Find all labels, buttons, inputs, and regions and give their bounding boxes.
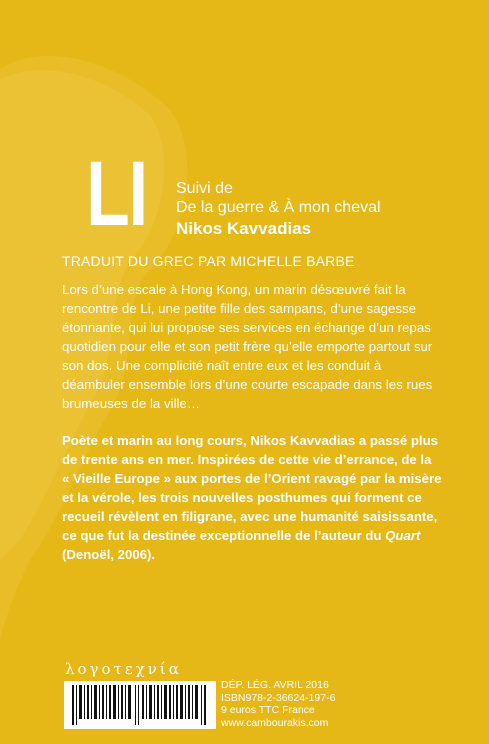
bio-book-title: Quart: [385, 528, 421, 543]
bio-publisher: (Denoël, 2006).: [62, 547, 156, 562]
publication-info: [221, 679, 335, 729]
barcode-icon: [70, 685, 210, 725]
isbn: ISBN978-2-36624-197-6: [221, 691, 336, 704]
bio-text: Poète et marin au long cours, Nikos Kavvadias a passé plus de trente ans en mer. Inspirées de cette vie d’errance, de la « Vieille Europe » aux portes de l’Orient ravagé par la misère et la vérole, les trois nouvelles posthumes qui forment ce recueil révèlent en filigrane, avec une humanité saisissante, ce que fut la destinée exceptionnelle de l’auteur du: [62, 433, 442, 543]
collection-name: λογοτεχνία: [65, 660, 182, 678]
price: 9 euros TTC France: [221, 704, 315, 716]
publisher-website: www.cambourakis.com: [221, 716, 329, 729]
summary-text: [62, 280, 437, 413]
subtitle-line-2: De la guerre & À mon cheval: [176, 199, 381, 216]
translator-credit: TRADUIT DU GREC PAR MICHELLE BARBE: [62, 253, 355, 269]
author-name: Nikos Kavvadias: [176, 219, 312, 238]
barcode: [64, 681, 216, 729]
book-title: LI: [86, 143, 147, 245]
legal-deposit: DÉP. LÉG. AVRIL 2016: [221, 679, 329, 691]
summary-paragraph: Lors d’une escale à Hong Kong, un marin désœuvré fait la rencontre de Li, une petite fille des sampans, d’une sagesse étonnante, qui lui propose ses services en échange d’un repas quotidien pour elle et son petit frère qu’elle emporte partout sur son dos. Une complicité naît entre eux et les conduit à déambuler ensemble lors d’une courte escapade dans les rues brumeuses de la ville…: [62, 282, 433, 411]
author-bio: [62, 431, 442, 564]
subtitle-line-1: Suivi de: [176, 180, 233, 197]
